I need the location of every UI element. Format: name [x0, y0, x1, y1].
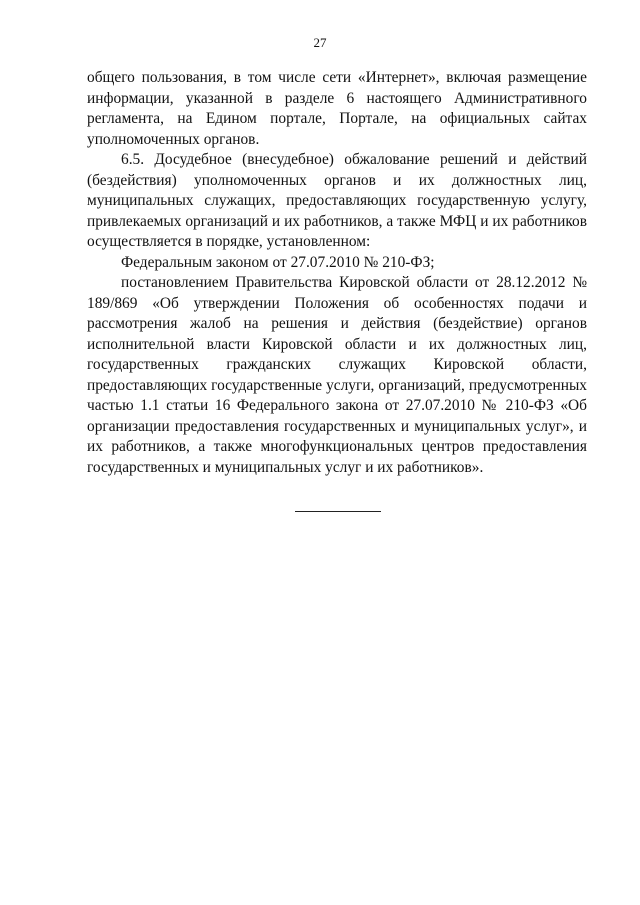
paragraph-federal-law: Федеральным законом от 27.07.2010 № 210-ФЗ; [121, 253, 435, 271]
end-divider [295, 511, 381, 512]
paragraph-continuation: общего пользования, в том числе сети «Интернет», включая размещение информации, указанной в разделе 6 настоящего Административного регламента, на Едином портале, Портале, на официальных сайтах уполномоченных органов. [87, 69, 587, 148]
paragraph-6-5: 6.5. Досудебное (внесудебное) обжалование решений и действий (бездействия) уполномоченных органов и их должностных лиц, муниципальных служащих, предоставляющих государственную услугу, привлекаемых организаций и их работников, а также МФЦ и их работников осуществляется в порядке, установленном: [87, 151, 587, 250]
paragraph-resolution: постановлением Правительства Кировской области от 28.12.2012 № 189/869 «Об утверждении Положения об особенностях подачи и рассмотрения жалоб на решения и действия (бездействие) органов исполнительной власти Кировской области и их должностных лиц, государственных гражданских служащих Кировской области, предоставляющих государственные услуги, организаций, предусмотренных частью 1.1 статьи 16 Федерального закона от 27.07.2010 № 210-ФЗ «Об организации предоставления государственных и муниципальных услуг», и их работников, а также многофункциональных центров предоставления государственных и муниципальных услуг и их работников». [87, 274, 587, 476]
document-body [87, 68, 587, 478]
page-number: 27 [313, 35, 327, 50]
